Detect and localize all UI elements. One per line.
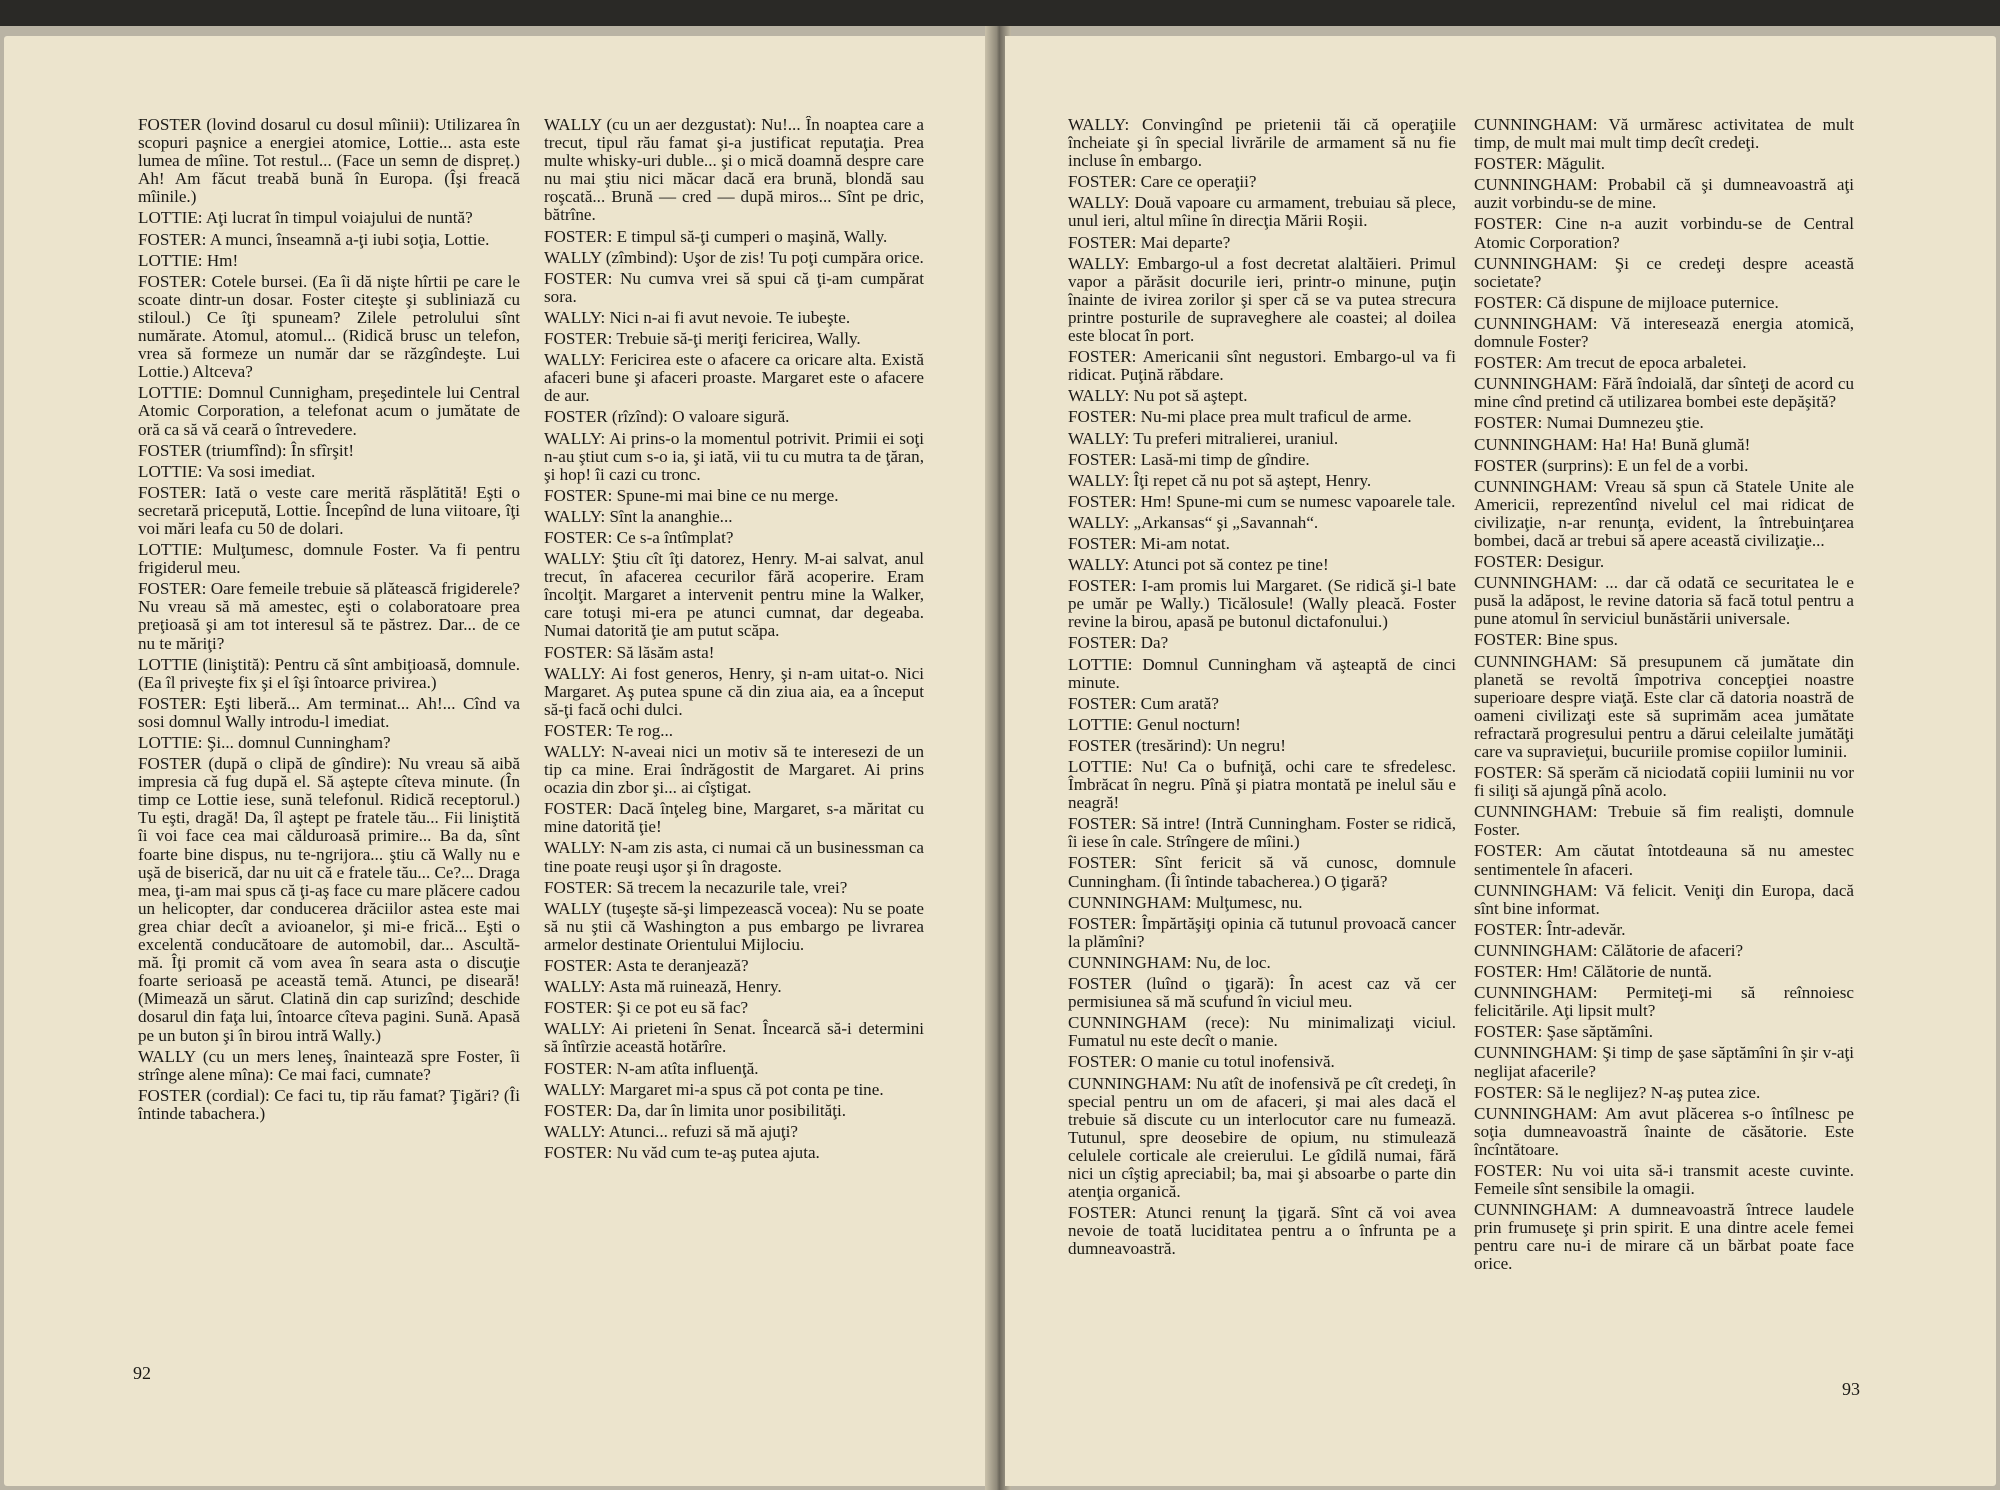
dialogue-line: FOSTER: Să le neglijez? N-aş putea zice.	[1474, 1082, 1761, 1102]
dialogue-line: FOSTER: Mi-am notat.	[1068, 533, 1230, 553]
dialogue-line: WALLY: Convingînd pe prietenii tăi că operaţiile încheiate şi în special livrările de armament să nu fie incluse în embargo.	[1068, 116, 1456, 171]
dialogue-line: LOTTIE: Şi... domnul Cunningham?	[138, 733, 391, 752]
dialogue-line: WALLY: Ai prieteni în Senat. Încearcă să-i determini să întîrzie această hotărîre.	[544, 1019, 924, 1057]
dialogue-line: FOSTER: Am căutat întotdeauna să nu amestec sentimentele în afaceri.	[1474, 841, 1854, 879]
dialogue-line: LOTTIE: Nu! Ca o bufniţă, ochi care te sfredelesc. Îmbrăcat în negru. Pînă şi piatra montată pe inelul său e neagră!	[1068, 757, 1456, 813]
dialogue-line: WALLY (zîmbind): Uşor de zis! Tu poţi cumpăra orice.	[544, 247, 924, 267]
dialogue-line: WALLY: Două vapoare cu armament, trebuiau să plece, unul ieri, altul mîine în direcţia Mării Roşii.	[1068, 193, 1456, 231]
dialogue-line: FOSTER: Că dispune de mijloace puternice.	[1474, 292, 1779, 312]
dialogue-line: WALLY: Margaret mi-a spus că pot conta pe tine.	[544, 1079, 884, 1099]
dialogue-line: FOSTER (lovind dosarul cu dosul mîinii): Utilizarea în scopuri paşnice a energiei atomice, Lottie... asta este lumea de mîine. Tot restul... (Face un semn de dispreț.) Ah! Am făcut treabă bună în Europa. (Îşi freacă mîinile.)	[138, 116, 520, 207]
dialogue-line: CUNNINGHAM: Şi ce credeţi despre această societate?	[1474, 253, 1854, 291]
dialogue-line: FOSTER: Să sperăm că niciodată copiii luminii nu vor fi siliţi să ajungă pînă acolo.	[1474, 763, 1854, 801]
dialogue-line: FOSTER: Hm! Călătorie de nuntă.	[1474, 962, 1712, 982]
dialogue-line: CUNNINGHAM: Am avut plăcerea s-o întîlnesc pe soţia dumneavoastră înainte de căsătorie. Este încîntătoare.	[1474, 1103, 1854, 1159]
dialogue-line: FOSTER (după o clipă de gîndire): Nu vreau să aibă impresia că fug după el. Să aştepte cîteva minute. (În timp ce Lottie iese, sună telefonul. Ridică receptorul.) Tu eşti, dragă! Da, îl aştept pe fratele tău... Fii liniştită îi voi face cea mai călduroasă primire... Ba da, sînt foarte bine dispus, nu te-ngrijora... ştiu că Wally nu e uşă de biserică, dar nu uit că e fratele tău... Ce?... Draga mea, ţi-am mai spus că ţi-aş face cu mare plăcere cadou un helicopter, dar conducerea drăciilor astea este mai grea chiar decît a avioanelor, şi mi-e frică... Eşti o excelentă conducătoare de automobil, dar... Ascultă-mă. Îţi promit că vom avea în seara asta o discuţie foarte serioasă pe această temă. Atunci, pe diseară! (Mimează un sărut. Clatină din cap surizînd; deschide dosarul din faţa lui, întoarce cîteva pagini. Sună. Apasă pe un buton şi în birou intră Wally.)	[138, 754, 520, 1045]
dialogue-line: FOSTER: Numai Dumnezeu ştie.	[1474, 413, 1704, 433]
dialogue-line: FOSTER: Măgulit.	[1474, 154, 1606, 174]
dialogue-line: FOSTER: A munci, înseamnă a-ţi iubi soţia, Lottie.	[138, 229, 490, 249]
dialogue-line: FOSTER: Să intre! (Intră Cunningham. Foster se ridică, îi iese în cale. Strîngere de mîini.)	[1068, 814, 1456, 852]
dialogue-line: WALLY: Atunci... refuzi să mă ajuţi?	[544, 1121, 798, 1141]
dialogue-line: FOSTER: Nu cumva vrei să spui că ţi-am cumpărat sora.	[544, 268, 924, 306]
dialogue-line: CUNNINGHAM: Mulţumesc, nu.	[1068, 892, 1303, 912]
dialogue-line: WALLY: N-aveai nici un motiv să te interesezi de un tip ca mine. Erai îndrăgostit de Margaret. Ai prins ocazia din zbor şi... ai cîştigat.	[544, 742, 924, 798]
dialogue-line: FOSTER: Da, dar în limita unor posibilităţi.	[544, 1100, 846, 1120]
left-page-column-2	[544, 116, 924, 1356]
dialogue-line: FOSTER: E timpul să-ţi cumperi o maşină, Wally.	[544, 226, 888, 246]
dialogue-line: WALLY: Ai fost generos, Henry, şi n-am uitat-o. Nici Margaret. Aş putea spune că din ziua aia, ea a început să-ţi facă ochi dulci.	[544, 663, 924, 719]
dialogue-line: CUNNINGHAM: Fără îndoială, dar sînteţi de acord cu mine cînd pretind că utilizarea bombei este depăşită?	[1474, 374, 1854, 412]
dialogue-line: FOSTER: Mai departe?	[1068, 232, 1231, 252]
dialogue-line: FOSTER (tresărind): Un negru!	[1068, 735, 1286, 755]
dialogue-line: FOSTER: Iată o veste care merită răsplătită! Eşti o secretară pricepută, Lottie. Începînd de luna viitoare, îţi voi mări leafa cu 50 de dolari.	[138, 482, 520, 538]
dialogue-line: FOSTER: Dacă înţeleg bine, Margaret, s-a măritat cu mine datorită ţie!	[544, 799, 924, 837]
dialogue-line: FOSTER: Într-adevăr.	[1474, 919, 1626, 939]
left-page-column-1	[138, 116, 520, 1356]
dialogue-line: FOSTER: Americanii sînt negustori. Embargo-ul va fi ridicat. Puţină răbdare.	[1068, 347, 1456, 385]
dialogue-line: LOTTIE (liniştită): Pentru că sînt ambiţioasă, domnule. (Ea îl priveşte fix şi el îşi întoarce privirea.)	[138, 654, 520, 692]
dialogue-line: CUNNINGHAM: Să presupunem că jumătate din planetă se revoltă împotriva concepţiei noastre superioare despre viaţă. Este clar că datoria noastră de oameni civilizaţi este să suprimăm acea jumătate refractară progresului pentru a dărui celeilalte jumătăţi care va supravieţui, bucuriile promise copiilor luminii.	[1474, 651, 1854, 761]
dialogue-line: WALLY: Asta mă ruinează, Henry.	[544, 977, 782, 997]
dialogue-line: FOSTER (luînd o ţigară): În acest caz vă cer permisiunea să mă scufund în viciul meu.	[1068, 974, 1456, 1012]
page-number-left: 92	[133, 1363, 151, 1383]
dialogue-line: FOSTER: Eşti liberă... Am terminat... Ah!... Cînd va sosi domnul Wally introdu-l imediat.	[138, 693, 520, 731]
dialogue-line: FOSTER: Care ce operaţii?	[1068, 172, 1257, 192]
dialogue-line: CUNNINGHAM: Vă felicit. Veniţi din Europa, dacă sînt bine informat.	[1474, 880, 1854, 918]
dialogue-line: FOSTER: Cum arată?	[1068, 693, 1219, 713]
dialogue-line: WALLY (cu un mers leneş, înaintează spre Foster, îi strînge alene mîna): Ce mai faci, cumnate?	[138, 1046, 520, 1084]
dialogue-line: FOSTER: Spune-mi mai bine ce nu merge.	[544, 485, 839, 505]
dialogue-line: FOSTER: Şi ce pot eu să fac?	[544, 998, 749, 1018]
dialogue-line: CUNNINGHAM: ... dar că odată ce securitatea le e pusă la adăpost, le revine datoria să facă totul pentru a pune atomul în serviciul bunăstării universale.	[1474, 573, 1854, 629]
dialogue-line: CUNNINGHAM: Vă interesează energia atomică, domnule Foster?	[1474, 313, 1854, 352]
page-number-right: 93	[1842, 1379, 1860, 1399]
dialogue-line: FOSTER: Am trecut de epoca arbaletei.	[1474, 353, 1747, 373]
dialogue-line: WALLY: Fericirea este o afacere ca oricare alta. Există afaceri bune şi afaceri proaste. Margaret este o afacere de aur.	[544, 350, 924, 406]
dialogue-line: LOTTIE: Aţi lucrat în timpul voiajului de nuntă?	[138, 208, 473, 228]
dialogue-line: FOSTER (rîzînd): O valoare sigură.	[544, 407, 790, 427]
left-page	[4, 36, 989, 1486]
dialogue-line: FOSTER: Trebuie să-ţi meriţi fericirea, Wally.	[544, 329, 861, 349]
dialogue-line: LOTTIE: Hm!	[138, 250, 239, 270]
right-page-column-1	[1068, 116, 1456, 1356]
right-page-column-2	[1474, 116, 1854, 1356]
dialogue-line: CUNNINGHAM: Călătorie de afaceri?	[1474, 940, 1744, 960]
dialogue-line: CUNNINGHAM: Ha! Ha! Bună glumă!	[1474, 434, 1751, 454]
dialogue-line: LOTTIE: Domnul Cunningham vă aşteaptă de cinci minute.	[1068, 654, 1456, 692]
dialogue-line: FOSTER: Asta te deranjează?	[544, 956, 749, 976]
dialogue-line: WALLY: Atunci pot să contez pe tine!	[1068, 555, 1329, 575]
dialogue-line: WALLY: Ştiu cît îţi datorez, Henry. M-ai salvat, anul trecut, în afacerea cecurilor fără acoperire. Eram încolţit. Margaret a intervenit pentru mine la Walker, care totuşi mi-era pe atunci cumnat, dar degeaba. Numai datorită ţie am putut scăpa.	[544, 549, 924, 641]
dialogue-line: FOSTER: Nu-mi place prea mult traficul de arme.	[1068, 407, 1412, 427]
dialogue-line: FOSTER (triumfînd): În sfîrşit!	[138, 440, 355, 460]
dialogue-line: WALLY: N-am zis asta, ci numai că un businessman ca tine poate reuşi uşor şi în dragoste.	[544, 838, 924, 876]
dialogue-line: LOTTIE: Mulţumesc, domnule Foster. Va fi pentru frigiderul meu.	[138, 540, 520, 578]
dialogue-line: WALLY: Nu pot să aştept.	[1068, 386, 1248, 406]
dialogue-line: FOSTER: Să lăsăm asta!	[544, 642, 715, 662]
dialogue-line: WALLY: Ai prins-o la momentul potrivit. Primii ei soţi n-au ştiut cum s-o ia, şi iată, vii tu cu mutra ta de ţăran, şi hop! îi cazi cu tronc.	[544, 428, 924, 484]
dialogue-line: FOSTER: Şase săptămîni.	[1474, 1022, 1654, 1042]
dialogue-line: CUNNINGHAM: Vreau să spun că Statele Unite ale Americii, reprezentînd nivelul cel mai ridicat de civilizaţie, n-ar renunţa, evident, la întrebuinţarea bombei, dacă ar trebui să apere această civilizaţie...	[1474, 476, 1854, 550]
dialogue-line: FOSTER: Nu văd cum te-aş putea ajuta.	[544, 1142, 820, 1162]
dialogue-line: FOSTER: Da?	[1068, 633, 1169, 653]
dialogue-line: FOSTER: Oare femeile trebuie să plătească frigiderele? Nu vreau să mă amestec, eşti o colaboratoare prea preţioasă şi am tot interesul să te păstrez. Dar... de ce nu te măriţi?	[138, 579, 520, 653]
dialogue-line: WALLY: Sînt la ananghie...	[544, 506, 733, 526]
dialogue-line: FOSTER: O manie cu totul inofensivă.	[1068, 1052, 1335, 1072]
dialogue-line: FOSTER: Împărtăşiţi opinia că tutunul provoacă cancer la plămîni?	[1068, 913, 1456, 951]
dialogue-line: CUNNINGHAM (rece): Nu minimalizaţi viciul. Fumatul nu este decît o manie.	[1068, 1013, 1456, 1051]
dialogue-line: CUNNINGHAM: Nu atît de inofensivă pe cît credeţi, în special pentru un om de afaceri, şi mai ales dacă el trebuie să discute cu un interlocutor care nu fumează. Tutunul, spre deosebire de opium, nu stimulează celulele corticale ale creierului. Le gîdilă numai, fără nici un cîştig apreciabil; ba, mai şi absoarbe o parte din atenţia organică.	[1068, 1073, 1456, 1202]
dialogue-line: FOSTER: Desigur.	[1474, 552, 1605, 572]
dialogue-line: WALLY: Embargo-ul a fost decretat alaltăieri. Primul vapor a părăsit docurile ieri, printr-o minune, puţin înainte de ivirea zorilor şi sper că se va putea strecura printre posturile de supraveghere ale coastei; al doilea este blocat în port.	[1068, 253, 1456, 346]
dialogue-line: FOSTER: Cotele bursei. (Ea îi dă nişte hîrtii pe care le scoate dintr-un dosar. Foster citeşte şi subliniază cu stiloul.) Ce îţi spuneam? Zilele petrolului sînt numărate. Atomul, atomul... (Ridică brusc un telefon, vrea să formeze un număr dar se răzgîndeşte. Lui Lottie.) Altceva?	[138, 271, 520, 382]
dialogue-line: FOSTER: Atunci renunţ la ţigară. Sînt că voi avea nevoie de toată luciditatea pentru a o înfrunta pe a dumneavoastră.	[1068, 1203, 1456, 1259]
book-spread	[0, 26, 2000, 1490]
dialogue-line: CUNNINGHAM: Permiteţi-mi să reînnoiesc felicitările. Aţi lipsit mult?	[1474, 983, 1854, 1021]
right-page	[1005, 36, 1996, 1486]
dialogue-line: CUNNINGHAM: A dumneavoastră întrece laudele prin frumuseţe şi prin spirit. E una dintre acele femei pentru care nu-i de mirare că un bărbat poate face orice.	[1474, 1200, 1854, 1274]
dialogue-line: LOTTIE: Genul nocturn!	[1068, 714, 1241, 734]
dialogue-line: FOSTER: Sînt fericit să vă cunosc, domnule Cunningham. (Îi întinde tabacherea.) O ţigară?	[1068, 853, 1456, 891]
dialogue-line: CUNNINGHAM: Probabil că şi dumneavoastră aţi auzit vorbindu-se de mine.	[1474, 175, 1854, 213]
dialogue-line: CUNNINGHAM: Nu, de loc.	[1068, 952, 1271, 972]
dialogue-line: FOSTER: Nu voi uita să-i transmit aceste cuvinte. Femeile sînt sensibile la omagii.	[1474, 1160, 1854, 1199]
dialogue-line: LOTTIE: Va sosi imediat.	[138, 461, 316, 481]
dialogue-line: CUNNINGHAM: Trebuie să fim realişti, domnule Foster.	[1474, 802, 1854, 840]
dialogue-line: FOSTER: Hm! Spune-mi cum se numesc vapoarele tale.	[1068, 491, 1456, 511]
dialogue-line: FOSTER: Lasă-mi timp de gîndire.	[1068, 449, 1310, 469]
dialogue-line: WALLY: Nici n-ai fi avut nevoie. Te iubeşte.	[544, 307, 851, 327]
dialogue-line: WALLY: Tu preferi mitralierei, uraniul.	[1068, 428, 1339, 448]
dialogue-line: FOSTER: Ce s-a întîmplat?	[544, 527, 734, 547]
dialogue-line: WALLY (tuşeşte să-şi limpezească vocea): Nu se poate să nu ştii că Washington a pus embargo pe livrarea armelor destinate Orientului Mijlociu.	[544, 898, 924, 954]
dialogue-line: CUNNINGHAM: Şi timp de şase săptămîni în şir v-aţi neglijat afacerile?	[1474, 1043, 1854, 1081]
dialogue-line: FOSTER: Te rog...	[544, 720, 674, 740]
dialogue-line: LOTTIE: Domnul Cunnigham, preşedintele lui Central Atomic Corporation, a telefonat acum o jumătate de oră ca să vă ceară o întrevedere.	[138, 383, 520, 439]
dialogue-line: FOSTER: Bine spus.	[1474, 630, 1618, 650]
dialogue-line: CUNNINGHAM: Vă urmăresc activitatea de mult timp, de mult mai mult timp decît credeţi.	[1474, 116, 1854, 153]
dialogue-line: FOSTER: Să trecem la necazurile tale, vrei?	[544, 877, 848, 897]
dialogue-line: FOSTER: I-am promis lui Margaret. (Se ridică şi-l bate pe umăr pe Wally.) Ticălosule! (Wally pleacă. Foster revine la birou, apasă pe butonul dictafonului.)	[1068, 576, 1456, 632]
dialogue-line: WALLY: Îţi repet că nu pot să aştept, Henry.	[1068, 470, 1372, 490]
dialogue-line: FOSTER (cordial): Ce faci tu, tip rău famat? Ţigări? (Îi întinde tabachera.)	[138, 1085, 520, 1123]
dialogue-line: WALLY: „Arkansas“ şi „Savannah“.	[1068, 512, 1319, 532]
dialogue-line: WALLY (cu un aer dezgustat): Nu!... În noaptea care a trecut, tipul rău famat şi-a justificat reputaţia. Prea multe whisky-uri duble... şi o mică doamnă despre care nu mai ştiu nici măcar dacă era brună, blondă sau roşcată... Brună — cred — după miros... Sînt pe dric, bătrîne.	[544, 116, 924, 225]
dialogue-line: FOSTER: Cine n-a auzit vorbindu-se de Central Atomic Corporation?	[1474, 214, 1854, 252]
dialogue-line: FOSTER: N-am atîta influenţă.	[544, 1058, 759, 1078]
dialogue-line: FOSTER (surprins): E un fel de a vorbi.	[1474, 455, 1749, 475]
